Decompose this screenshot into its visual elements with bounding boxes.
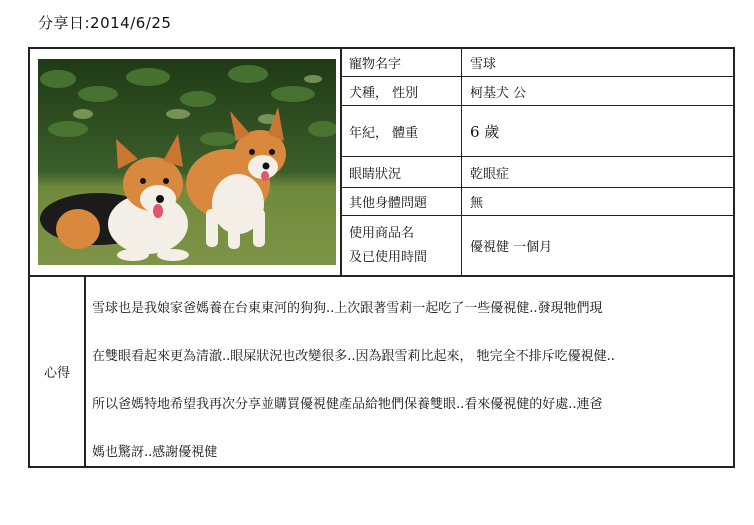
value-product-usage: 優視健 一個月: [470, 240, 553, 255]
notes-line: 雪球也是我娘家爸媽養在台東東河的狗狗..上次跟著雪莉一起吃了一些優視健..發現牠們現: [92, 301, 603, 316]
label-other-issues: 其他身體問題: [342, 188, 462, 215]
photo-cell: [30, 49, 342, 277]
notes-line: 媽也驚訝..感謝優視健: [92, 445, 218, 460]
notes-label: 心得: [30, 277, 86, 466]
notes-body: [92, 285, 732, 477]
value-pet-name: 雪球: [470, 57, 497, 72]
info-row-eye-condition: [342, 157, 735, 188]
label-product-usage: [342, 216, 462, 275]
label-eye-condition: 眼睛狀況: [342, 157, 462, 187]
info-row-pet-name: [342, 49, 735, 77]
info-row-age-weight: [342, 106, 735, 157]
pet-info-table: [342, 49, 735, 277]
notes-line: 在雙眼看起來更為清澈..眼屎狀況也改變很多..因為跟雪莉比起來， 牠完全不排斥吃優視健..: [92, 349, 615, 364]
label-age-weight: 年紀， 體重: [342, 106, 462, 156]
label-breed-sex: 犬種， 性別: [342, 77, 462, 105]
label-product-usage-line1: 使用商品名: [349, 225, 415, 241]
pet-info-form: [28, 47, 735, 468]
share-date: 分享日:2014/6/25: [38, 14, 172, 32]
label-product-usage-line2: 及已使用時間: [349, 249, 428, 265]
info-row-breed-sex: [342, 77, 735, 106]
value-eye-condition: 乾眼症: [470, 166, 510, 182]
value-breed-sex: 柯基犬 公: [470, 85, 527, 101]
info-row-other-issues: [342, 188, 735, 216]
notes-line: 所以爸媽特地希望我再次分享並購買優視健產品給牠們保養雙眼..看來優視健的好處..連爸: [92, 397, 603, 412]
corgi-photo: [38, 59, 336, 265]
label-pet-name: 寵物名字: [342, 49, 462, 76]
info-row-product-usage: [342, 216, 735, 275]
value-age-weight: 6 歲: [470, 122, 500, 141]
value-other-issues: 無: [470, 196, 484, 211]
